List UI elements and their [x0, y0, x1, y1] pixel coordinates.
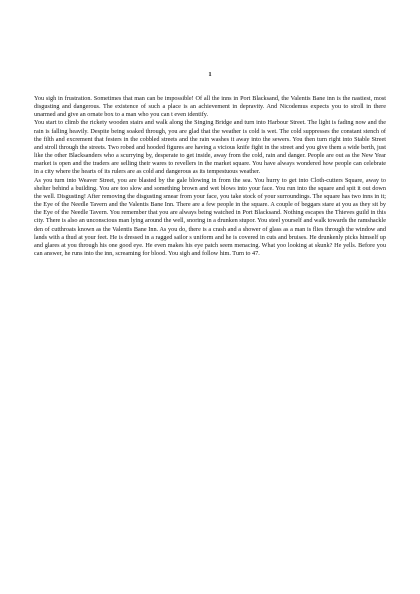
paragraph-harbour-street: You start to climb the rickety wooden stairs and walk along the Singing Bridge and turn into Harbour Street. The light is fading now and the rain is falling heavily. Despite being soaked through, you are glad that the weather is cold is wet. The cold suppresses the constant stench of the filth and excrement that festers in the cobbled streets and the rain washes it away into the sewers. You then turn right into Stable Street and stroll through the streets. Two robed and hooded figures are having a vicious knife fight in the street and you give them a wide berth, just like the other Blacksanders who a scurrying by, desperate to get inside, away from the cold, rain and danger. People are out as the New Year market is open and the traders are selling their wares to revellers in the market square. You have always wondered how people can celebrate in a city where the hearts of its rulers are as cold and dangerous as its tempestuous weather. — [34, 119, 386, 176]
body-text — [34, 95, 386, 258]
paragraph-weaver-street: As you turn into Weaver Street, you are blasted by the gale blowing in from the sea. You hurry to get into Cloth-cutters Square, away to shelter behind a building. You are too slow and something brown and wet blows into your face. You run into the square and spit it out down the well. Disgusting! After removing the disgusting smear from your face, you take stock of your surroundings. The square has two inns in it; the Eye of the Needle Tavern and the Valentis Bane Inn. There are a few people in the square. A couple of beggars stare at you as they sit by the Eye of the Needle Tavern. You remember that you are always being watched in Port Blacksand. Nothing escapes the Thieves guild in this city. There is also an unconscious man lying around the well, snoring in a drunken stupor. You steel yourself and walk towards the ramshackle den of cutthroats known as the Valentis Bane Inn. As you do, there is a crash and a shower of glass as a man is flies through the window and lands with a thud at your feet. He is dressed in a ragged sailor s uniform and he is covered in cuts and bruises. He drunkenly picks himself up and glares at you through his one good eye. He even makes his eye patch seem menacing. What yoo looking at skunk? He yells. Before you can answer, he runs into the inn, screaming for blood. You sigh and follow him. Turn to 47. — [34, 176, 386, 257]
paragraph-intro: You sigh in frustration. Sometimes that man can be impossible! Of all the inns in Port Blacksand, the Valentis Bane inn is the nastiest, most disgusting and dangerous. The existence of such a place is an achievement in depravity. And Nicodemus expects you to stroll in there unarmed and give an ornate box to a man who you can t even identify. — [34, 95, 386, 119]
section-number: 1 — [208, 71, 212, 78]
